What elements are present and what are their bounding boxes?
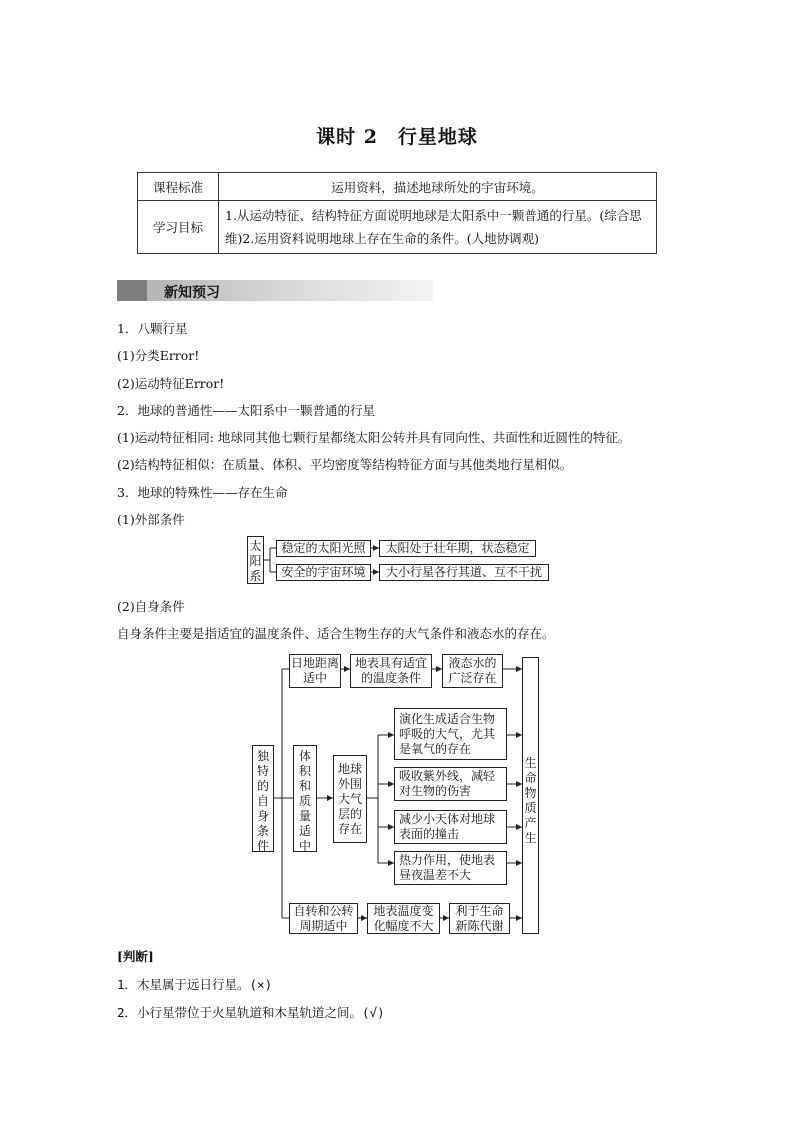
- objectives-value: 1.从运动特征、结构特征方面说明地球是太阳系中一颗普通的行星。(综合思维)2.运用资料说明地球上存在生命的条件。(人地协调观): [219, 201, 657, 254]
- text-line: (2)自身条件: [117, 599, 185, 614]
- internal-bot3: 利于生命新陈代谢: [449, 903, 510, 934]
- internal-m1: 演化生成适合生物呼吸的大气，尤其是氧气的存在: [394, 708, 507, 760]
- internal-bot1: 自转和公转周期适中: [289, 903, 358, 934]
- external-node-a2: 太阳处于壮年期，状态稳定: [379, 540, 536, 557]
- judge-item: 2．小行星带位于火星轨道和木星轨道之间。(√): [117, 1005, 385, 1020]
- text-line: (2)结构特征相似：在质量、体积、平均密度等结构特征方面与其他类地行星相似。: [117, 457, 573, 472]
- internal-m2: 吸收紫外线，减轻对生物的伤害: [394, 767, 507, 801]
- internal-root-box: 独特的自身条件: [252, 745, 274, 852]
- standards-key: 课程标准: [138, 173, 219, 201]
- external-node-a1: 稳定的太阳光照: [276, 540, 371, 557]
- judge-item: 1．木星属于远日行星。(×): [117, 977, 273, 992]
- internal-result-box: 生命物质产生: [522, 657, 539, 934]
- internal-top2: 地表具有适宜的温度条件: [350, 654, 432, 688]
- banner-label: 新知预习: [164, 285, 220, 301]
- internal-mid2: 地球外围大气层的存在: [333, 755, 367, 843]
- objectives-key: 学习目标: [138, 201, 219, 254]
- internal-mid1: 体积和质量适中: [293, 745, 317, 852]
- text-line: 自身条件主要是指适宜的温度条件、适合生物生存的大气条件和液态水的存在。: [117, 626, 555, 641]
- text-line: (1)分类Error!: [117, 348, 200, 363]
- standards-value: 运用资料，描述地球所处的宇宙环境。: [219, 173, 657, 201]
- external-node-b1: 安全的宇宙环境: [276, 564, 371, 581]
- text-line: (1)运动特征相同: 地球同其他七颗行星都绕太阳公转并具有同向性、共面性和近圆性的特征。: [117, 430, 631, 445]
- internal-bot2: 地表温度变化幅度不大: [367, 903, 440, 934]
- page-title: 课时 2 行星地球: [316, 126, 478, 148]
- internal-top1: 日地距离适中: [289, 654, 341, 688]
- internal-m3: 减少小天体对地球表面的撞击: [394, 810, 507, 844]
- text-line: 1．八颗行星: [117, 321, 188, 336]
- text-line: (1)外部条件: [117, 512, 185, 527]
- internal-m4: 热力作用，使地表昼夜温差不大: [394, 851, 507, 885]
- judge-heading: [判断]: [117, 949, 154, 964]
- internal-top3: 液态水的广泛存在: [442, 654, 503, 688]
- external-root-box: 太阳系: [247, 536, 264, 584]
- external-node-b2: 大小行星各行其道、互不干扰: [379, 564, 549, 581]
- text-line: 3．地球的特殊性——存在生命: [117, 485, 288, 500]
- text-line: (2)运动特征Error!: [117, 376, 225, 391]
- text-line: 2．地球的普通性——太阳系中一颗普通的行星: [117, 403, 375, 418]
